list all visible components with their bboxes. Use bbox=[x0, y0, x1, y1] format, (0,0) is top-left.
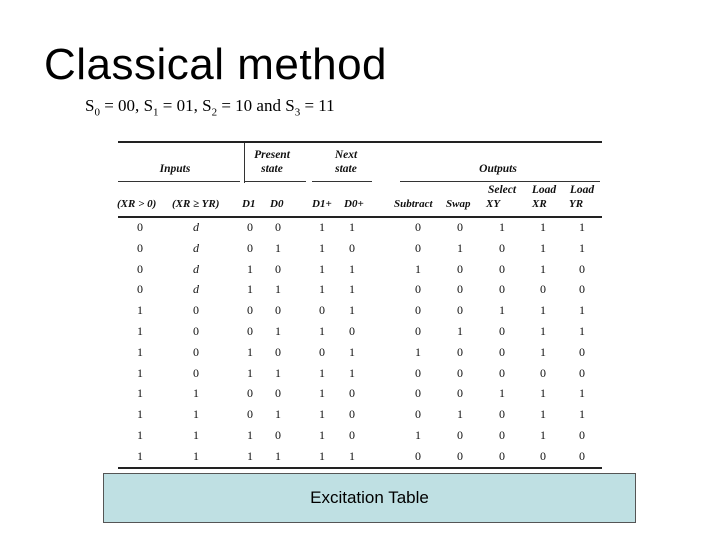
table-cell: 0 bbox=[247, 386, 253, 401]
table-cell: 1 bbox=[540, 240, 546, 255]
table-cell: 1 bbox=[193, 428, 199, 442]
table-cell: 0 bbox=[415, 386, 421, 401]
table-cell: 0 bbox=[579, 448, 585, 463]
table-cell: 0 bbox=[499, 282, 505, 297]
table-cell: 0 bbox=[415, 324, 421, 338]
table-cell: 0 bbox=[275, 303, 281, 318]
table-cell: 0 bbox=[137, 261, 143, 276]
table-cell: 1 bbox=[247, 448, 253, 463]
table-cell: 0 bbox=[349, 386, 355, 401]
table-cell: 1 bbox=[349, 448, 355, 463]
table-cell: 1 bbox=[457, 407, 463, 422]
slide-title: Classical method bbox=[44, 40, 388, 89]
table-cell: 1 bbox=[415, 428, 421, 442]
column-header-xr-gt-0: (XR > 0) bbox=[117, 198, 157, 210]
present-state-header-line2: state bbox=[261, 163, 283, 175]
table-top-rule bbox=[118, 141, 602, 143]
table-cell: 0 bbox=[540, 448, 546, 463]
table-cell: 0 bbox=[499, 240, 505, 255]
table-cell: 0 bbox=[457, 261, 463, 276]
table-cell: 0 bbox=[247, 324, 253, 338]
table-cell: 0 bbox=[319, 344, 325, 359]
table-cell: 1 bbox=[415, 261, 421, 276]
table-cell: 0 bbox=[457, 282, 463, 297]
table-cell: 0 bbox=[193, 303, 199, 318]
table-cell: 0 bbox=[457, 303, 463, 318]
table-cell: 1 bbox=[540, 428, 546, 442]
load-yr-header-line1: Load bbox=[569, 184, 595, 196]
table-cell: 0 bbox=[247, 407, 253, 422]
table-cell: 1 bbox=[247, 428, 253, 442]
column-header-xr-ge-yr: (XR ≥ YR) bbox=[172, 198, 220, 210]
table-cell: 1 bbox=[579, 324, 585, 338]
table-cell: 0 bbox=[137, 240, 143, 255]
s2-subscript: 2 bbox=[211, 106, 218, 119]
table-cell: 1 bbox=[137, 407, 143, 422]
table-cell: 1 bbox=[247, 261, 253, 276]
table-cell: 0 bbox=[540, 282, 546, 297]
table-cell: d bbox=[193, 282, 199, 297]
next-state-header-line1: Next bbox=[334, 149, 358, 161]
column-header-select-xy: XY bbox=[486, 198, 501, 210]
table-cell: 1 bbox=[349, 261, 355, 276]
table-cell: 1 bbox=[540, 261, 546, 276]
table-cell: 1 bbox=[540, 220, 546, 234]
table-cell: 0 bbox=[457, 448, 463, 463]
table-cell: 1 bbox=[349, 303, 355, 318]
table-cell: 0 bbox=[579, 428, 585, 442]
table-cell: 0 bbox=[540, 365, 546, 380]
next-state-underline bbox=[312, 181, 372, 182]
table-cell: 0 bbox=[579, 365, 585, 380]
s1-label: S bbox=[143, 96, 154, 115]
table-cell: 1 bbox=[137, 448, 143, 463]
table-cell: 0 bbox=[193, 365, 199, 380]
table-cell: 0 bbox=[137, 220, 143, 234]
table-cell: d bbox=[193, 261, 199, 276]
column-header-d1: D1 bbox=[242, 198, 256, 210]
table-cell: 1 bbox=[193, 448, 199, 463]
table-cell: 1 bbox=[499, 386, 505, 401]
table-cell: 0 bbox=[349, 428, 355, 442]
table-cell: 0 bbox=[247, 240, 253, 255]
table-cell: 1 bbox=[499, 303, 505, 318]
table-cell: 0 bbox=[349, 240, 355, 255]
s3-subscript: 3 bbox=[294, 106, 301, 119]
table-cell: 0 bbox=[415, 240, 421, 255]
table-cell: 1 bbox=[319, 386, 325, 401]
table-cell: 1 bbox=[579, 386, 585, 401]
column-header-d0: D0 bbox=[270, 198, 284, 210]
table-cell: 0 bbox=[457, 365, 463, 380]
table-cell: 1 bbox=[193, 407, 199, 422]
s0-value: = 00, bbox=[99, 96, 144, 115]
table-cell: 0 bbox=[275, 428, 281, 442]
table-cell: 0 bbox=[579, 261, 585, 276]
load-xr-header-line1: Load bbox=[531, 184, 557, 196]
table-cell: 0 bbox=[457, 344, 463, 359]
table-cell: 1 bbox=[137, 344, 143, 359]
table-cell: 1 bbox=[319, 240, 325, 255]
table-cell: 1 bbox=[319, 365, 325, 380]
table-cell: 1 bbox=[319, 261, 325, 276]
table-cell: 1 bbox=[247, 282, 253, 297]
table-cell: 0 bbox=[457, 428, 463, 442]
table-cell: 0 bbox=[349, 407, 355, 422]
table-cell: 1 bbox=[319, 428, 325, 442]
column-header-subtract: Subtract bbox=[394, 198, 433, 210]
table-cell: 1 bbox=[275, 324, 281, 338]
s1-subscript: 1 bbox=[153, 106, 159, 119]
caption-text: Excitation Table bbox=[310, 488, 429, 507]
table-cell: 1 bbox=[499, 220, 505, 234]
table-cell: 0 bbox=[415, 303, 421, 318]
table-cell: 1 bbox=[275, 448, 281, 463]
table-cell: 1 bbox=[349, 344, 355, 359]
table-cell: 1 bbox=[319, 407, 325, 422]
column-header-swap: Swap bbox=[446, 198, 471, 210]
table-cell: 1 bbox=[349, 220, 355, 234]
table-cell: 1 bbox=[457, 240, 463, 255]
table-cell: 1 bbox=[540, 324, 546, 338]
table-cell: 0 bbox=[499, 261, 505, 276]
table-cell: d bbox=[193, 220, 199, 234]
column-header-load-yr: YR bbox=[569, 198, 584, 210]
column-header-d1-next: D1+ bbox=[312, 198, 332, 210]
table-cell: 0 bbox=[499, 448, 505, 463]
table-cell: 1 bbox=[319, 324, 325, 338]
table-cell: 1 bbox=[540, 386, 546, 401]
table-cell: 1 bbox=[247, 344, 253, 359]
state-assignment bbox=[85, 96, 335, 118]
table-cell: 0 bbox=[415, 220, 421, 234]
table-cell: 1 bbox=[540, 303, 546, 318]
next-state-header-line2: state bbox=[335, 163, 357, 175]
table-cell: 0 bbox=[499, 428, 505, 442]
table-cell: 0 bbox=[457, 220, 463, 234]
table-cell: 1 bbox=[319, 282, 325, 297]
table-cell: 0 bbox=[349, 324, 355, 338]
table-cell: d bbox=[193, 240, 199, 255]
s2-value: = 10 and bbox=[217, 96, 286, 115]
table-cell: 0 bbox=[275, 386, 281, 401]
table-cell: 0 bbox=[499, 365, 505, 380]
inputs-header: Inputs bbox=[159, 163, 191, 175]
s3-label: S bbox=[285, 96, 295, 115]
table-cell: 0 bbox=[247, 303, 253, 318]
table-cell: 0 bbox=[457, 386, 463, 401]
table-cell: 0 bbox=[275, 261, 281, 276]
table-cell: 0 bbox=[415, 448, 421, 463]
s2-label: S bbox=[202, 96, 212, 115]
table-cell: 0 bbox=[499, 344, 505, 359]
table-cell: 0 bbox=[193, 344, 199, 359]
table-cell: 1 bbox=[137, 324, 143, 338]
caption-box bbox=[103, 473, 636, 523]
table-cell: 1 bbox=[579, 220, 585, 234]
table-cell: 0 bbox=[499, 407, 505, 422]
table-cell: 0 bbox=[579, 282, 585, 297]
table-cell: 1 bbox=[579, 303, 585, 318]
table-cell: 1 bbox=[457, 324, 463, 338]
table-cell: 1 bbox=[415, 344, 421, 359]
table-cell: 0 bbox=[137, 282, 143, 297]
table-cell: 1 bbox=[579, 407, 585, 422]
table-cell: 1 bbox=[137, 303, 143, 318]
table-cell: 1 bbox=[275, 407, 281, 422]
table-cell: 1 bbox=[319, 448, 325, 463]
table-cell: 1 bbox=[193, 386, 199, 401]
column-header-d0-next: D0+ bbox=[344, 198, 364, 210]
table-cell: 1 bbox=[319, 220, 325, 234]
table-cell: 0 bbox=[415, 407, 421, 422]
table-cell: 0 bbox=[415, 365, 421, 380]
table-cell: 1 bbox=[349, 365, 355, 380]
select-header-line1: Select bbox=[487, 184, 517, 196]
outputs-underline bbox=[400, 181, 600, 182]
s0-label: S bbox=[85, 96, 95, 115]
s1-value: = 01, bbox=[158, 96, 203, 115]
table-cell: 1 bbox=[137, 386, 143, 401]
inputs-underline bbox=[118, 181, 240, 182]
table-cell: 0 bbox=[275, 220, 281, 234]
table-cell: 1 bbox=[540, 407, 546, 422]
table-cell: 1 bbox=[579, 240, 585, 255]
table-cell: 0 bbox=[499, 324, 505, 338]
table-cell: 0 bbox=[579, 344, 585, 359]
table-cell: 1 bbox=[247, 365, 253, 380]
table-cell: 0 bbox=[415, 282, 421, 297]
table-cell: 1 bbox=[275, 365, 281, 380]
s0-subscript: 0 bbox=[94, 106, 100, 119]
table-cell: 1 bbox=[275, 282, 281, 297]
table-cell: 0 bbox=[319, 303, 325, 318]
s3-value: = 11 bbox=[300, 96, 335, 115]
present-state-underline bbox=[244, 181, 306, 182]
table-cell: 1 bbox=[349, 282, 355, 297]
present-state-header-line1: Present bbox=[254, 149, 290, 161]
table-cell: 1 bbox=[137, 428, 143, 442]
table-cell: 0 bbox=[193, 324, 199, 338]
table-cell: 1 bbox=[540, 344, 546, 359]
table-cell: 0 bbox=[275, 344, 281, 359]
table-cell: 0 bbox=[247, 220, 253, 234]
table-header-rule bbox=[118, 216, 602, 218]
table-cell: 1 bbox=[137, 365, 143, 380]
column-header-load-xr: XR bbox=[532, 198, 547, 210]
outputs-header: Outputs bbox=[479, 163, 517, 175]
table-cell: 1 bbox=[275, 240, 281, 255]
table-bottom-rule bbox=[118, 467, 602, 469]
